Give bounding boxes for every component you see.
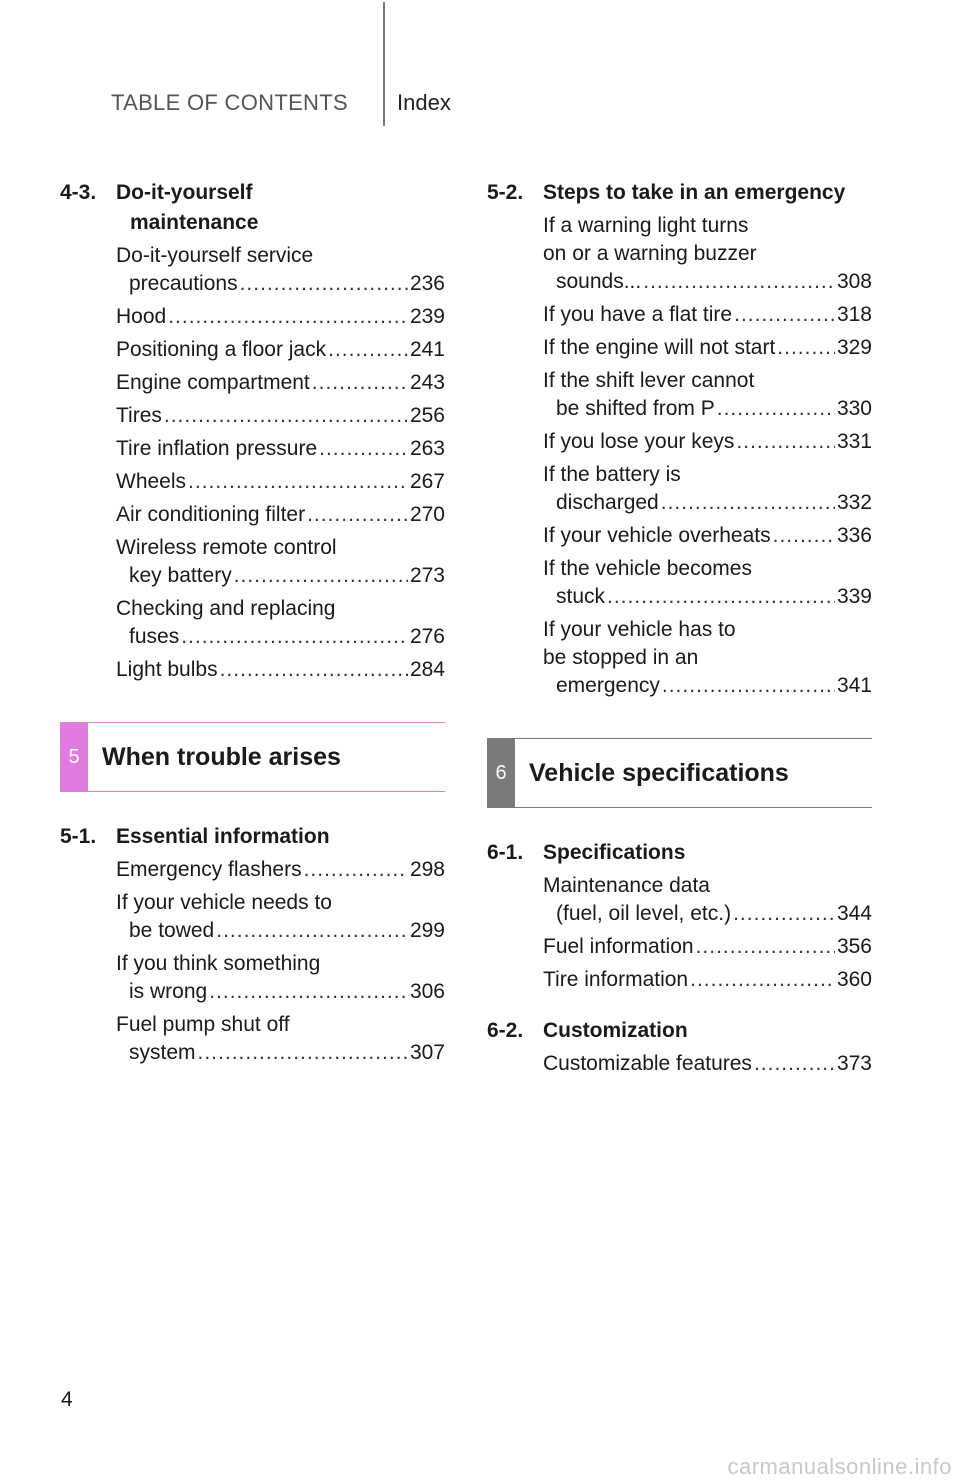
toc-entry-text: Light bulbs xyxy=(116,658,218,681)
page-ref[interactable]: 298 xyxy=(409,858,445,881)
page-ref[interactable]: 243 xyxy=(409,371,445,394)
page-ref[interactable]: 267 xyxy=(409,470,445,493)
toc-entry-text: If you think something xyxy=(116,952,321,975)
toc-entry[interactable] xyxy=(116,242,445,298)
page-ref[interactable]: 239 xyxy=(409,305,445,328)
dot-leader xyxy=(198,1039,408,1067)
toc-entry-text: precautions xyxy=(129,272,238,295)
dot-leader xyxy=(733,900,835,928)
section-title-line1: Do-it-yourself xyxy=(116,181,253,204)
toc-entry-row xyxy=(543,489,872,517)
dot-leader xyxy=(240,270,408,298)
toc-entry-row xyxy=(116,656,445,684)
toc-entry-text: be stopped in an xyxy=(543,646,699,669)
section-heading-4-3 xyxy=(60,178,445,238)
toc-entry-row xyxy=(116,369,445,397)
toc-entry-row xyxy=(543,1050,872,1078)
toc-entry[interactable] xyxy=(543,334,872,362)
section-number: 4-3. xyxy=(60,181,97,204)
dot-leader xyxy=(319,435,408,463)
toc-entry-row xyxy=(116,856,445,884)
toc-entry[interactable] xyxy=(116,435,445,463)
toc-entry-text: If the shift lever cannot xyxy=(543,369,755,392)
toc-entries xyxy=(543,212,872,700)
dot-leader xyxy=(216,917,408,945)
toc-entry-text: Fuel information xyxy=(543,935,694,958)
toc-entry-text: system xyxy=(129,1041,196,1064)
dot-leader xyxy=(168,303,408,331)
page-ref[interactable]: 241 xyxy=(409,338,445,361)
toc-entry[interactable] xyxy=(543,367,872,423)
toc-entry-text: If your vehicle has to xyxy=(543,618,736,641)
toc-entry-text: be towed xyxy=(129,919,215,942)
toc-entry-text: fuses xyxy=(129,625,180,648)
dot-leader xyxy=(328,336,408,364)
toc-entry[interactable] xyxy=(116,303,445,331)
toc-entry-row xyxy=(116,623,445,651)
toc-entry-text: Customizable features xyxy=(543,1052,752,1075)
toc-entry-row xyxy=(116,435,445,463)
toc-entry[interactable] xyxy=(543,555,872,611)
toc-entry-row xyxy=(543,583,872,611)
toc-entry[interactable] xyxy=(116,1011,445,1067)
section-heading-5-1 xyxy=(60,822,445,852)
page-ref[interactable]: 344 xyxy=(836,902,872,925)
toc-entry-text: If the engine will not start xyxy=(543,336,776,359)
dot-leader xyxy=(773,522,835,550)
toc-entry-text: If your vehicle needs to xyxy=(116,891,332,914)
toc-entry-row xyxy=(116,978,445,1006)
section-heading-5-2 xyxy=(487,178,872,208)
toc-entry-text: Emergency flashers xyxy=(116,858,302,881)
toc-entry-row xyxy=(543,933,872,961)
toc-entry-text: key battery xyxy=(129,564,232,587)
dot-leader xyxy=(696,933,835,961)
dot-leader xyxy=(734,301,835,329)
toc-entry-text: discharged xyxy=(556,491,659,514)
chapter-title: Vehicle specifications xyxy=(529,758,789,787)
section-number: 6-1. xyxy=(487,841,524,864)
left-column xyxy=(60,178,445,1072)
dot-leader xyxy=(736,428,835,456)
toc-entry-text: on or a warning buzzer xyxy=(543,242,757,265)
toc-entry-row xyxy=(116,303,445,331)
toc-entry[interactable] xyxy=(116,656,445,684)
index-link[interactable]: Index xyxy=(397,90,451,115)
toc-entry-text: If the battery is xyxy=(543,463,681,486)
dot-leader xyxy=(188,468,408,496)
chapter-banner-6[interactable] xyxy=(487,738,872,808)
dot-leader xyxy=(307,501,408,529)
toc-entry-row xyxy=(543,966,872,994)
toc-entry-row xyxy=(116,336,445,364)
toc-entry[interactable] xyxy=(543,616,872,700)
page-ref[interactable]: 360 xyxy=(836,968,872,991)
toc-entry[interactable] xyxy=(543,212,872,296)
page-ref[interactable]: 308 xyxy=(836,270,872,293)
page-ref[interactable]: 329 xyxy=(836,336,872,359)
toc-entry-text: emergency xyxy=(556,674,660,697)
toc-entry[interactable] xyxy=(543,301,872,329)
toc-entry-row xyxy=(116,402,445,430)
dot-leader xyxy=(220,656,408,684)
toc-entry-text: (fuel, oil level, etc.) xyxy=(556,902,732,925)
toc-entry-row xyxy=(116,468,445,496)
toc-entry-text: Wireless remote control xyxy=(116,536,337,559)
toc-entry-row xyxy=(116,1039,445,1067)
section-title: Steps to take in an emergency xyxy=(543,181,846,204)
section-number: 5-2. xyxy=(487,181,524,204)
page-ref[interactable]: 356 xyxy=(836,935,872,958)
toc-entry[interactable] xyxy=(543,428,872,456)
dot-leader xyxy=(754,1050,835,1078)
dot-leader xyxy=(690,966,835,994)
dot-leader xyxy=(643,268,835,296)
toc-entry-text: Positioning a floor jack xyxy=(116,338,327,361)
toc-entry-text: Maintenance data xyxy=(543,874,710,897)
page-ref[interactable]: 373 xyxy=(836,1052,872,1075)
dot-leader xyxy=(777,334,835,362)
dot-leader xyxy=(181,623,408,651)
toc-entry[interactable] xyxy=(116,534,445,590)
page-number: 4 xyxy=(61,1388,73,1411)
toc-entry-row xyxy=(543,522,872,550)
page-ref[interactable]: 270 xyxy=(409,503,445,526)
toc-entry[interactable] xyxy=(543,522,872,550)
toc-entry[interactable] xyxy=(543,461,872,517)
toc-entry-row xyxy=(543,395,872,423)
toc-entry-row xyxy=(543,900,872,928)
toc-entry[interactable] xyxy=(116,595,445,651)
toc-entry[interactable] xyxy=(543,872,872,928)
toc-entry-text: Checking and replacing xyxy=(116,597,336,620)
dot-leader xyxy=(164,402,408,430)
page-ref[interactable]: 318 xyxy=(836,303,872,326)
page-ref[interactable]: 339 xyxy=(836,585,872,608)
page-ref[interactable]: 306 xyxy=(409,980,445,1003)
toc-entry[interactable] xyxy=(116,468,445,496)
toc-entry-text: If the vehicle becomes xyxy=(543,557,752,580)
toc-entry[interactable] xyxy=(543,966,872,994)
toc-entry[interactable] xyxy=(116,950,445,1006)
toc-entry-text: Air conditioning filter xyxy=(116,503,306,526)
toc-entry-text: If you have a flat tire xyxy=(543,303,733,326)
page-ref[interactable]: 330 xyxy=(836,397,872,420)
toc-entry[interactable] xyxy=(116,402,445,430)
toc-entry-row xyxy=(543,301,872,329)
dot-leader xyxy=(312,369,408,397)
toc-entry[interactable] xyxy=(543,1050,872,1078)
page-ref[interactable]: 336 xyxy=(836,524,872,547)
toc-entry-text: Hood xyxy=(116,305,167,328)
toc-entries xyxy=(116,856,445,1067)
toc-entry[interactable] xyxy=(116,369,445,397)
page-ref[interactable]: 256 xyxy=(409,404,445,427)
toc-entry-text: If a warning light turns xyxy=(543,214,749,237)
toc-entry[interactable] xyxy=(116,501,445,529)
toc-entry-row xyxy=(116,562,445,590)
page-ref[interactable]: 331 xyxy=(836,430,872,453)
toc-entry-text: sounds... xyxy=(556,270,642,293)
page-ref[interactable]: 299 xyxy=(409,919,445,942)
dot-leader xyxy=(234,562,408,590)
page-ref[interactable]: 307 xyxy=(409,1041,445,1064)
dot-leader xyxy=(661,489,835,517)
toc-entry-text: Wheels xyxy=(116,470,187,493)
toc-entry-text: Tires xyxy=(116,404,162,427)
toc-entry[interactable] xyxy=(116,889,445,945)
section-title: Specifications xyxy=(543,841,686,864)
toc-entry-row xyxy=(116,917,445,945)
toc-entries xyxy=(116,242,445,684)
section-heading-6-2 xyxy=(487,1016,872,1046)
dot-leader xyxy=(607,583,835,611)
section-number: 6-2. xyxy=(487,1019,524,1042)
page-ref[interactable]: 332 xyxy=(836,491,872,514)
toc-entry-text: Engine compartment xyxy=(116,371,310,394)
page-ref[interactable]: 276 xyxy=(409,625,445,648)
toc-entry-row xyxy=(543,672,872,700)
toc-entry-row xyxy=(543,334,872,362)
section-title: Essential information xyxy=(116,825,330,848)
toc-entry[interactable] xyxy=(116,336,445,364)
toc-entry[interactable] xyxy=(543,933,872,961)
toc-entry-text: If your vehicle overheats xyxy=(543,524,771,547)
page-ref[interactable]: 236 xyxy=(409,272,445,295)
toc-entry-row xyxy=(543,428,872,456)
section-title-line2: maintenance xyxy=(130,211,259,234)
toc-entry-text: is wrong xyxy=(129,980,208,1003)
dot-leader xyxy=(717,395,835,423)
chapter-number-tab: 6 xyxy=(487,739,515,807)
toc-entry-text: stuck xyxy=(556,585,606,608)
nav-divider xyxy=(383,2,385,126)
toc-entry-row xyxy=(116,270,445,298)
dot-leader xyxy=(662,672,835,700)
toc-entry-row xyxy=(116,501,445,529)
toc-entry-text: Tire information xyxy=(543,968,689,991)
toc-entry-text: Tire inflation pressure xyxy=(116,437,318,460)
chapter-banner-5[interactable] xyxy=(60,722,445,792)
dot-leader xyxy=(209,978,408,1006)
toc-entries xyxy=(543,1050,872,1078)
toc-entries xyxy=(543,872,872,994)
toc-entry-text: Do-it-yourself service xyxy=(116,244,314,267)
watermark: carmanualsonline.info xyxy=(727,1454,952,1479)
dot-leader xyxy=(304,856,408,884)
right-column xyxy=(487,178,872,1083)
page-ref[interactable]: 284 xyxy=(409,658,445,681)
toc-entry-text: If you lose your keys xyxy=(543,430,735,453)
toc-entry-text: be shifted from P xyxy=(556,397,715,420)
section-title: Customization xyxy=(543,1019,688,1042)
toc-entry-text: Fuel pump shut off xyxy=(116,1013,290,1036)
section-number: 5-1. xyxy=(60,825,97,848)
section-heading-6-1 xyxy=(487,838,872,868)
page-ref[interactable]: 263 xyxy=(409,437,445,460)
page-ref[interactable]: 341 xyxy=(836,674,872,697)
page-ref[interactable]: 273 xyxy=(409,564,445,587)
section-title xyxy=(116,178,445,238)
chapter-number-tab: 5 xyxy=(60,723,88,791)
toc-entry[interactable] xyxy=(116,856,445,884)
toc-entry-row xyxy=(543,268,872,296)
table-of-contents-link[interactable]: TABLE OF CONTENTS xyxy=(111,90,348,115)
chapter-title: When trouble arises xyxy=(102,742,341,771)
